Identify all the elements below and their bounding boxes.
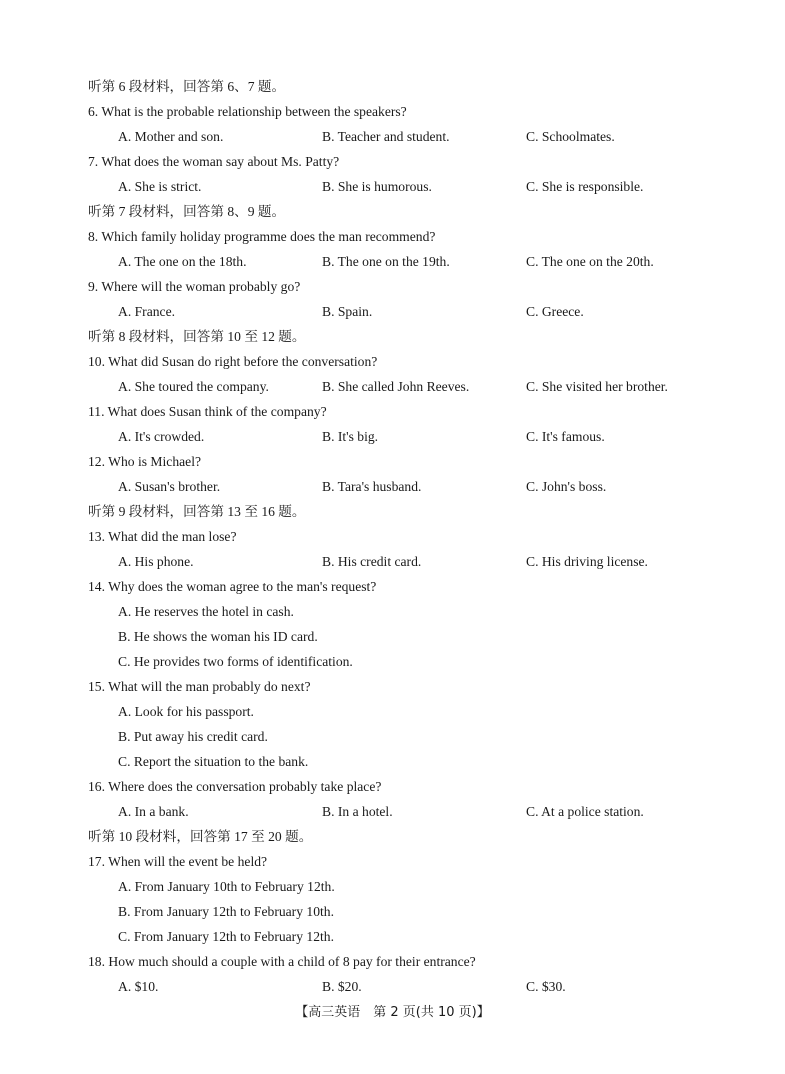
option-a: A. He reserves the hotel in cash.	[118, 604, 294, 619]
section-header: 听第 7 段材料，回答第 8、9 题。	[88, 204, 286, 219]
option-row	[88, 374, 748, 399]
option-b: B. She called John Reeves.	[322, 379, 470, 394]
option-a: A. It's crowded.	[118, 429, 205, 444]
question-stem: 16. Where does the conversation probably take place?	[88, 779, 382, 794]
option-c: C. He provides two forms of identification.	[118, 654, 353, 669]
option-a: A. His phone.	[118, 554, 194, 569]
option-a: A. Mother and son.	[118, 129, 224, 144]
option-c: C. Schoolmates.	[526, 129, 615, 144]
option-a: A. The one on the 18th.	[118, 254, 247, 269]
option-c: C. $30.	[526, 979, 566, 994]
option-b: B. She is humorous.	[322, 179, 432, 194]
question-stem: 18. How much should a couple with a child of 8 pay for their entrance?	[88, 954, 476, 969]
option-row	[88, 249, 748, 274]
option-row	[88, 124, 748, 149]
section-header: 听第 9 段材料，回答第 13 至 16 题。	[88, 504, 306, 519]
option-c: C. At a police station.	[526, 804, 644, 819]
section-header: 听第 8 段材料，回答第 10 至 12 题。	[88, 329, 306, 344]
option-c: C. His driving license.	[526, 554, 648, 569]
option-a: A. France.	[118, 304, 175, 319]
option-c: C. Greece.	[526, 304, 584, 319]
option-c: C. Report the situation to the bank.	[118, 754, 309, 769]
question-stem: 14. Why does the woman agree to the man's request?	[88, 579, 377, 594]
option-c: C. She is responsible.	[526, 179, 644, 194]
option-b: B. Tara's husband.	[322, 479, 422, 494]
option-a: A. Look for his passport.	[118, 704, 254, 719]
question-stem: 10. What did Susan do right before the conversation?	[88, 354, 378, 369]
question-stem: 13. What did the man lose?	[88, 529, 237, 544]
option-a: A. In a bank.	[118, 804, 189, 819]
question-stem: 15. What will the man probably do next?	[88, 679, 311, 694]
option-a: A. She toured the company.	[118, 379, 269, 394]
option-b: B. $20.	[322, 979, 362, 994]
option-row	[88, 474, 748, 499]
question-stem: 8. Which family holiday programme does the man recommend?	[88, 229, 436, 244]
option-a: A. She is strict.	[118, 179, 202, 194]
option-b: B. His credit card.	[322, 554, 422, 569]
option-row	[88, 424, 748, 449]
section-header: 听第 6 段材料，回答第 6、7 题。	[88, 79, 286, 94]
question-stem: 9. Where will the woman probably go?	[88, 279, 301, 294]
option-b: B. Spain.	[322, 304, 373, 319]
option-c: C. It's famous.	[526, 429, 605, 444]
question-stem: 17. When will the event be held?	[88, 854, 268, 869]
option-b: B. The one on the 19th.	[322, 254, 450, 269]
question-stem: 6. What is the probable relationship between the speakers?	[88, 104, 407, 119]
option-row	[88, 974, 748, 999]
option-b: B. Teacher and student.	[322, 129, 450, 144]
option-a: A. $10.	[118, 979, 159, 994]
option-c: C. From January 12th to February 12th.	[118, 929, 334, 944]
question-stem: 12. Who is Michael?	[88, 454, 202, 469]
option-c: C. John's boss.	[526, 479, 607, 494]
option-c: C. The one on the 20th.	[526, 254, 654, 269]
page-footer: 【高三英语 第 2 页(共 10 页)】	[295, 1005, 490, 1020]
option-row	[88, 799, 748, 824]
option-row	[88, 299, 748, 324]
page-content	[88, 74, 748, 999]
option-a: A. From January 10th to February 12th.	[118, 879, 335, 894]
section-header: 听第 10 段材料，回答第 17 至 20 题。	[88, 829, 313, 844]
option-row	[88, 549, 748, 574]
option-b: B. He shows the woman his ID card.	[118, 629, 318, 644]
option-row	[88, 174, 748, 199]
question-stem: 11. What does Susan think of the company?	[88, 404, 327, 419]
question-stem: 7. What does the woman say about Ms. Patty?	[88, 154, 340, 169]
option-c: C. She visited her brother.	[526, 379, 668, 394]
option-a: A. Susan's brother.	[118, 479, 221, 494]
option-b: B. It's big.	[322, 429, 379, 444]
option-b: B. From January 12th to February 10th.	[118, 904, 334, 919]
option-b: B. Put away his credit card.	[118, 729, 268, 744]
option-b: B. In a hotel.	[322, 804, 393, 819]
